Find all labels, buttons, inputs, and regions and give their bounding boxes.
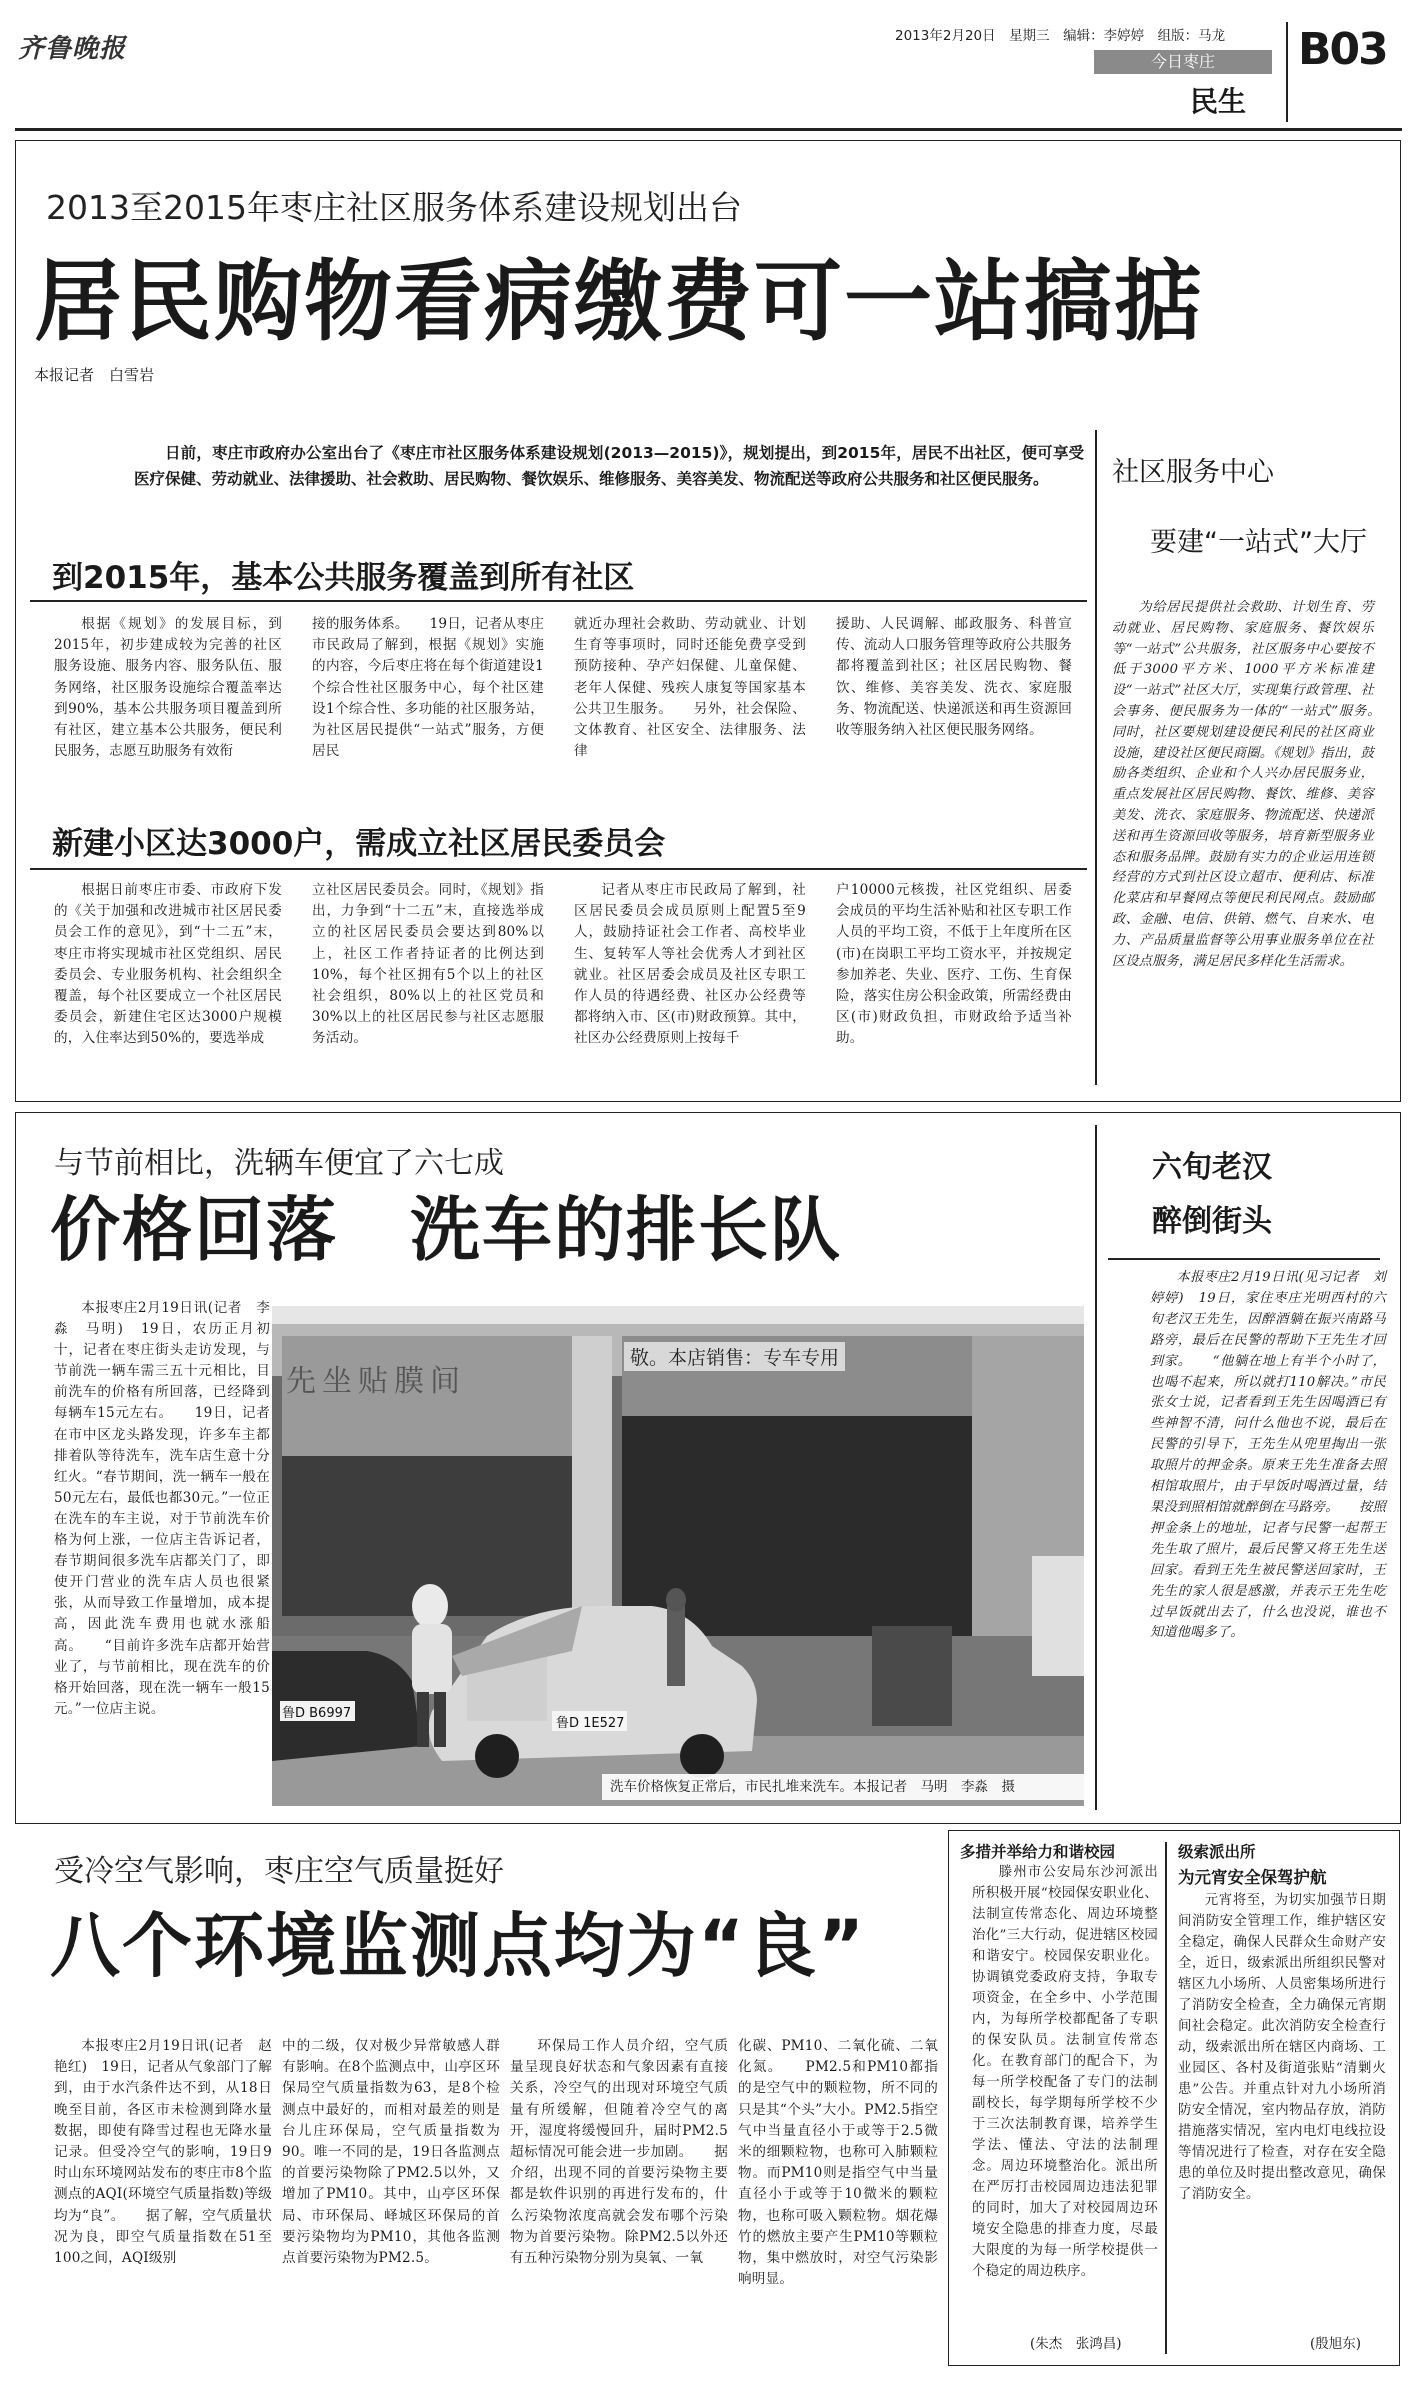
page-number: B03: [1298, 24, 1387, 75]
story1-sub2-col-4: 户10000元核拨，社区党组织、居委会成员的平均生活补贴和社区专职工作人员的平均工资，不低于上年度所在区(市)在岗职工平均工资水平，并按规定参加养老、失业、医疗、工伤、生育保险，落实住房公积金政策，所需经费由区(市)财政负担，市财政给予适当补助。: [836, 882, 1072, 1047]
story1-sub2-col-1: 根据日前枣庄市委、市政府下发的《关于加强和改进城市社区居民委员会工作的意见》，到“十二五”末，枣庄市将实现城市社区党组织、居民委员会、专业服务机构、社会组织全覆盖，每个社区要成立一个社区居民委员会，新建住宅区达3000户规模的，入住率达到50%的，要选举成: [54, 882, 282, 1047]
section-tag: 今日枣庄: [1094, 50, 1272, 74]
story3-col-2: 中的二级，仅对极少异常敏感人群有影响。在8个监测点中，山亭区环保局空气质量指数为63，是8个检测点中最好的，而相对最差的则是台儿庄环保局，空气质量指数为90。唯一不同的是，19日各监测点的首要污染物除了PM2.5以外，又增加了PM10。其中，山亭区环保局、市环保局、峄城区环保局的首要污染物均为PM10，其他各监测点首要污染物为PM2.5。: [282, 2038, 500, 2267]
story1-sub2-col-2: 立社区居民委员会。同时，《规划》指出，力争到“十二五”末，直接选举成立的社区居民委员会要达到80%以上，社区工作者持证者的比例达到10%，每个社区拥有5个以上的社区社会组织，80%以上的社区党员和30%以上的社区居民参与社区志愿服务活动。: [312, 882, 544, 1047]
side-story-title-2: 醉倒街头: [1152, 1204, 1272, 1239]
brief2-body: 元宵将至，为切实加强节日期间消防安全管理工作，维护辖区安全稳定，确保人民群众生命财产安全，近日，级索派出所组织民警对辖区九小场所、人员密集场所进行了消防安全检查，全力确保元宵期间社会稳定。此次消防安全检查行动，级索派出所在辖区内商场、工业园区、各村及街道张贴“清剿火患”公告。并重点针对九小场所消防安全情况，室内物品存放，消防措施落实情况，室内电灯电线拉设等情况进行了检查，对存在安全隐患的单位及时提出整改意见，确保了消防安全。: [1178, 1893, 1386, 2202]
section-name: 民生: [1190, 85, 1247, 118]
story3-col-4: 化碳、PM10、二氧化硫、二氧化氮。 PM2.5和PM10都指的是空气中的颗粒物，所不同的只是其“个头”大小。PM2.5指空气中当量直径小于或等于2.5微米的细颗粒物，也称可入肺颗粒物。而PM10则是指空气中当量直径小于或等于10微米的颗粒物，也称可吸入颗粒物。烟花爆竹的燃放主要产生PM10等颗粒物，集中燃放时，对空气污染影响明显。: [738, 2038, 938, 2288]
masthead-rule: [15, 128, 1402, 131]
story1-kicker: 2013至2015年枣庄社区服务体系建设规划出台: [46, 188, 742, 227]
story1-sub1-col-3: 就近办理社会救助、劳动就业、计划生育等事项时，同时还能免费享受到预防接种、孕产妇保健、儿童保健、老年人保健、残疾人康复等国家基本公共卫生服务。 另外，社会保险、文体教育、社区安全、法律服务、法律: [574, 616, 806, 760]
masthead-divider: [1286, 22, 1288, 122]
paper-name: 齐鲁晚报: [18, 34, 127, 64]
story3-col-1: 本报枣庄2月19日讯(记者 赵艳红) 19日，记者从气象部门了解到，由于水汽条件达不到，从18日晚至目前，各区市未检测到降水量数据，即使有降雪过程也无降水量记录。但受冷空气的影响，19日9时山东环境网站发布的枣庄市8个监测点的AQI(环境空气质量指数)等级均为“良”。 据了解，空气质量状况为良，即空气质量指数在51至100之间，AQI级别: [54, 2038, 272, 2267]
sidebar-title-1: 社区服务中心: [1112, 457, 1274, 488]
story3-col-3: 环保局工作人员介绍，空气质量呈现良好状态和气象因素有直接关系，冷空气的出现对环境空气质量有所缓解，但随着冷空气的离开，湿度将缓慢回升，届时PM2.5超标情况可能会进一步加剧。 据介绍，出现不同的首要污染物主要都是软件识别的再进行发布的，什么污染物浓度高就会发布哪个污染物为首要污染物。除PM2.5以外还有五种污染物分别为臭氧、一氧: [510, 2038, 728, 2267]
story3-kicker: 受冷空气影响，枣庄空气质量挺好: [54, 1854, 504, 1889]
license-plate: 鲁D B6997: [282, 1706, 352, 1721]
brief2-title-2: 为元宵安全保驾护航: [1178, 1868, 1327, 1887]
story1-subhead-2: 新建小区达3000户，需成立社区居民委员会: [52, 826, 666, 862]
photo-shop-sign: 先坐贴膜间: [286, 1364, 466, 1399]
story2-headline: 价格回落 洗车的排长队: [50, 1189, 842, 1271]
photo-shop-sign: 敬。本店销售：专车专用: [624, 1342, 845, 1371]
story1-sub1-col-2: 接的服务体系。 19日，记者从枣庄市民政局了解到，根据《规划》实施的内容，今后枣庄将在每个街道建设1个综合性社区服务中心，每个社区建设1个综合性、多功能的社区服务站，为社区居民提供“一站式”服务，方便居民: [312, 616, 544, 760]
story3-headline: 八个环境监测点均为“良”: [50, 1905, 867, 1987]
sidebar-title-2: 要建“一站式”大厅: [1150, 527, 1367, 558]
subhead-underline: [30, 600, 1087, 602]
brief2-title-1: 级索派出所: [1178, 1843, 1256, 1861]
brief1-title: 多措并举给力和谐校园: [960, 1843, 1116, 1861]
license-plate: 鲁D 1E527: [556, 1716, 625, 1731]
subhead-underline: [30, 868, 1087, 870]
side-story-title-1: 六旬老汉: [1152, 1150, 1272, 1185]
story2-body: 本报枣庄2月19日讯(记者 李淼 马明) 19日，农历正月初十，记者在枣庄街头走访发现，与节前洗一辆车需三五十元相比，目前洗车的价格有所回落，已经降到每辆车15元左右。 19日，记者在市中区龙头路发现，许多车主都排着队等待洗车，洗车店生意十分红火。“春节期间，洗一辆车一般在50元左右，最低也都30元。”一位正在洗车的车主说，对于节前洗车价格为何上涨，一位店主告诉记者，春节期间很多洗车店都关门了，即使开门营业的洗车店人员也很紧张，从而导致工作量增加，成本提高，因此洗车费用也就水涨船高。 “目前许多洗车店都开始营业了，与节前相比，现在洗车的价格开始回落，现在洗一辆车一般15元。”一位店主说。: [54, 1300, 270, 1717]
sidebar-body: 为给居民提供社会救助、计划生育、劳动就业、居民购物、家庭服务、餐饮娱乐等“一站式”公共服务，社区服务中心要按不低于3000平方米、1000平方米标准建设“一站式”社区大厅，实现集行政管理、社会事务、便民服务为一体的“一站式”服务。 同时，社区要规划建设便民利民的社区商业设施，建设社区便民商圈。《规划》指出，鼓励各类组织、企业和个人兴办居民服务业，重点发展社区居民购物、餐饮、维修、美容美发、洗衣、家庭服务、物流配送、快递派送和再生资源回收等服务，培育新型服务业态和服务品牌。鼓励有实力的企业运用连锁经营的方式到社区设立超市、便利店、标准化菜店和早餐网点等便民利民网点。鼓励邮政、金融、电信、供销、燃气、自来水、电力、产品质量监督等公用事业服务单位在社区设点服务，满足居民多样化生活需求。: [1112, 600, 1401, 969]
story1-subhead-1: 到2015年，基本公共服务覆盖到所有社区: [52, 560, 635, 596]
briefs-divider: [1165, 1842, 1167, 2354]
story1-lead: 日前，枣庄市政府办公室出台了《枣庄市社区服务体系建设规划(2013—2015)》，规划提出，到2015年，居民不出社区，便可享受医疗保健、劳动就业、法律援助、社会救助、居民购物、餐饮娱乐、维修服务、美容美发、物流配送等政府公共服务和社区便民服务。: [134, 444, 1084, 488]
sidebar-divider: [1095, 430, 1097, 1085]
side-story-underline: [1108, 1258, 1380, 1260]
story1-byline: 本报记者 白雪岩: [34, 366, 155, 384]
story2-kicker: 与节前相比，洗辆车便宜了六七成: [54, 1146, 504, 1181]
story1-headline: 居民购物看病缴费可一站搞掂: [34, 250, 1205, 353]
side-story-body: 本报枣庄2月19日讯(见习记者 刘婷婷) 19日，家住枣庄光明西村的六旬老汉王先生，因醉酒躺在振兴南路马路旁，最后在民警的帮助下王先生才回到家。 “他躺在地上有半个小时了，也喝不起来，所以就打110解决。”市民张女士说，记者看到王先生因喝酒已有些神智不清，问什么他也不说，最后在民警的引导下，王先生从兜里掏出一张取照片的押金条。原来王先生准备去照相馆取照片，由于早饭时喝酒过量，结果没到照相馆就醉倒在马路旁。 按照押金条上的地址，记者与民警一起帮王先生取了照片，最后民警又将王先生送回家。看到王先生被民警送回家时，王先生的家人很是感激，并表示王先生吃过早饭就出去了，什么也没说，谁也不知道他喝多了。: [1150, 1270, 1386, 1641]
photo-caption: 洗车价格恢复正常后，市民扎堆来洗车。本报记者 马明 李淼 摄: [602, 1774, 1084, 1800]
story1-sub1-col-4: 援助、人民调解、邮政服务、科普宣传、流动人口服务管理等政府公共服务都将覆盖到社区；社区居民购物、餐饮、维修、美容美发、洗衣、家庭服务、物流配送、快递派送和再生资源回收等服务纳入社区便民服务网络。: [836, 616, 1072, 739]
issue-meta: 2013年2月20日 星期三 编辑：李婷婷 组版：马龙: [895, 28, 1226, 44]
sidebar-divider: [1095, 1125, 1097, 1810]
brief1-body: 滕州市公安局东沙河派出所积极开展“校园保安职业化、法制宣传常态化、周边环境整治化”三大行动，促进辖区校园和谐安宁。校园保安职业化。协调镇党委政府支持，争取专项资金，在全乡中、小学范围内，为每所学校都配备了专职的保安队员。法制宣传常态化。在教育部门的配合下，为每一所学校配备了专门的法制副校长，每学期每所学校不少于三次法制教育课，培养学生学法、懂法、守法的法制理念。周边环境整治化。派出所在严厉打击校园周边违法犯罪的同时，加大了对校园周边环境安全隐患的排查力度，尽最大限度的为每一所学校提供一个稳定的周边秩序。: [972, 1865, 1158, 2279]
brief1-credit: (朱杰 张鸿昌): [1030, 2336, 1122, 2352]
story1-sub2-col-3: 记者从枣庄市民政局了解到，社区居民委员会成员原则上配置5至9人，鼓励持证社会工作者、高校毕业生、复转军人等社会优秀人才到社区就业。社区居委会成员及社区专职工作人员的待遇经费、社区办公经费等都将纳入市、区(市)财政预算。其中，社区办公经费原则上按每千: [574, 882, 806, 1047]
brief2-credit: (殷旭东): [1310, 2336, 1362, 2352]
story1-sub1-col-1: 根据《规划》的发展目标，到2015年，初步建成较为完善的社区服务设施、服务内容、服务队伍、服务网络，社区服务设施综合覆盖率达到90%，基本公共服务项目覆盖到所有社区，建立基本公共服务，便民利民服务，志愿互助服务有效衔: [54, 616, 282, 760]
carwash-photo: [272, 1306, 1084, 1806]
